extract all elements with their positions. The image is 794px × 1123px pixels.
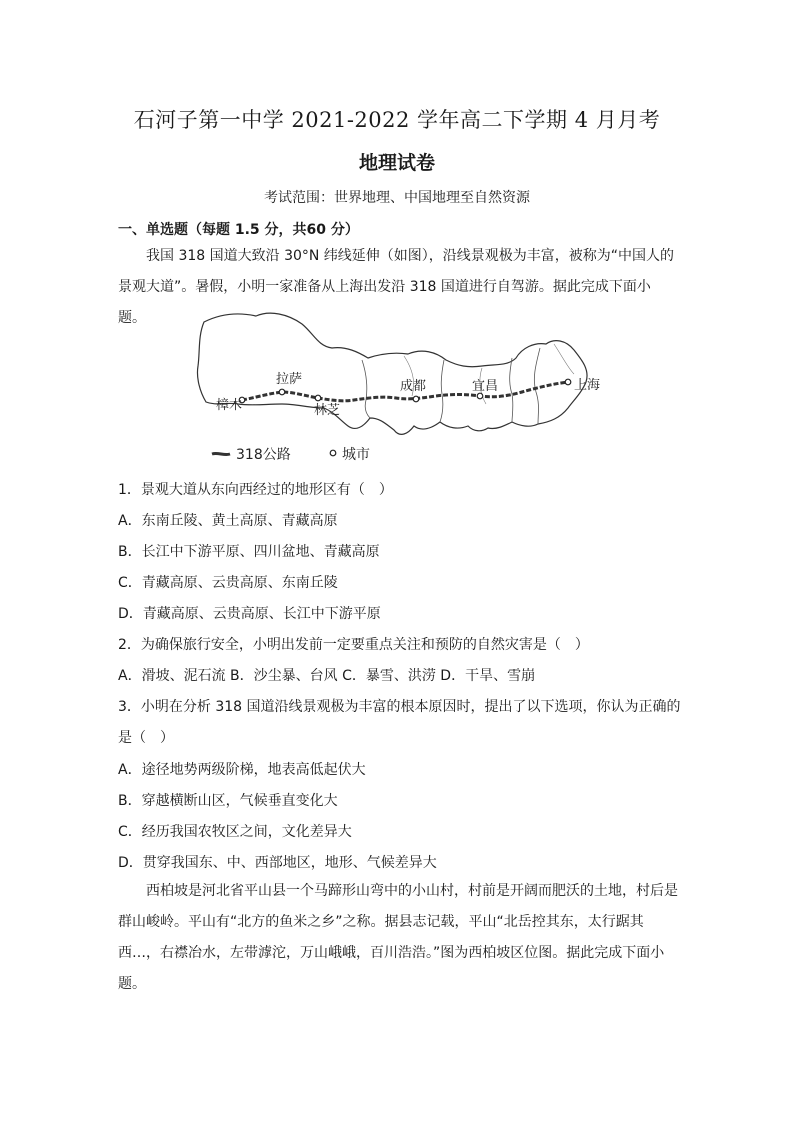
q1-option-a: A．东南丘陵、黄土高原、青藏高原 bbox=[118, 513, 338, 529]
q3-stem-line2: 是（ ） bbox=[118, 730, 174, 746]
city-dot-chengdu bbox=[413, 396, 419, 402]
q1-option-c: C．青藏高原、云贵高原、东南丘陵 bbox=[118, 575, 338, 591]
map-figure bbox=[190, 308, 610, 470]
page-title: 石河子第一中学 2021-2022 学年高二下学期 4 月月考 bbox=[133, 108, 661, 132]
passage-318-intro: 我国 318 国道大致沿 30°N 纬线延伸（如图），沿线景观极为丰富，被称为“中国人的景观大道”。暑假，小明一家准备从上海出发沿 318 国道进行自驾游。据此完成下面小题。 bbox=[118, 248, 675, 326]
q3-stem-line1: 3．小明在分析 318 国道沿线景观极为丰富的根本原因时，提出了以下选项，你认为正确的 bbox=[118, 699, 681, 715]
city-dot-yichang bbox=[477, 393, 483, 399]
page-subtitle: 地理试卷 bbox=[358, 152, 435, 174]
exam-scope: 考试范围：世界地理、中国地理至自然资源 bbox=[264, 190, 530, 206]
city-label-shanghai: 上海 bbox=[574, 378, 601, 393]
route-318-map bbox=[190, 308, 610, 470]
city-label-yichang: 宜昌 bbox=[472, 379, 499, 394]
city-dot-lasa bbox=[279, 389, 285, 395]
city-dot-shanghai bbox=[565, 379, 571, 385]
q3-option-d: D．贯穿我国东、中、西部地区，地形、气候差异大 bbox=[118, 855, 437, 871]
q3-option-a: A．途径地势两级阶梯，地表高低起伏大 bbox=[118, 762, 366, 778]
q3-option-b: B．穿越横断山区，气候垂直变化大 bbox=[118, 793, 338, 809]
passage-xibaipo: 西柏坡是河北省平山县一个马蹄形山弯中的小山村，村前是开阔而肥沃的土地，村后是群山峻岭。平山有“北方的鱼米之乡”之称。据县志记载，平山“北岳控其东，太行踞其西…，右襟冶水，左带滹沱，万山峨峨，百川浩浩。”图为西柏坡区位图。据此完成下面小题。 bbox=[118, 883, 678, 992]
map-outline bbox=[197, 313, 587, 434]
legend-city-label: 城市 bbox=[342, 447, 370, 463]
city-label-linzhi: 林芝 bbox=[314, 403, 341, 418]
q3-option-c: C．经历我国农牧区之间，文化差异大 bbox=[118, 824, 352, 840]
q1-option-d: D．青藏高原、云贵高原、长江中下游平原 bbox=[118, 606, 381, 622]
q2-options: A．滑坡、泥石流 B．沙尘暴、台风 C．暴雪、洪涝 D．干旱、雪崩 bbox=[118, 668, 536, 684]
section-heading: 一、单选题（每题 1.5 分，共60 分） bbox=[118, 222, 359, 238]
legend-route-symbol bbox=[212, 453, 230, 454]
city-dot-linzhi bbox=[315, 395, 321, 401]
legend-city-symbol bbox=[330, 450, 336, 456]
city-label-chengdu: 成都 bbox=[400, 379, 427, 394]
q1-option-b: B．长江中下游平原、四川盆地、青藏高原 bbox=[118, 544, 380, 560]
legend-route-label: 318公路 bbox=[236, 447, 291, 463]
city-label-zhangmu: 樟木 bbox=[216, 398, 243, 413]
city-label-lasa: 拉萨 bbox=[276, 372, 303, 387]
q1-stem: 1．景观大道从东向西经过的地形区有（ ） bbox=[118, 482, 393, 498]
q2-stem: 2．为确保旅行安全，小明出发前一定要重点关注和预防的自然灾害是（ ） bbox=[118, 637, 589, 653]
